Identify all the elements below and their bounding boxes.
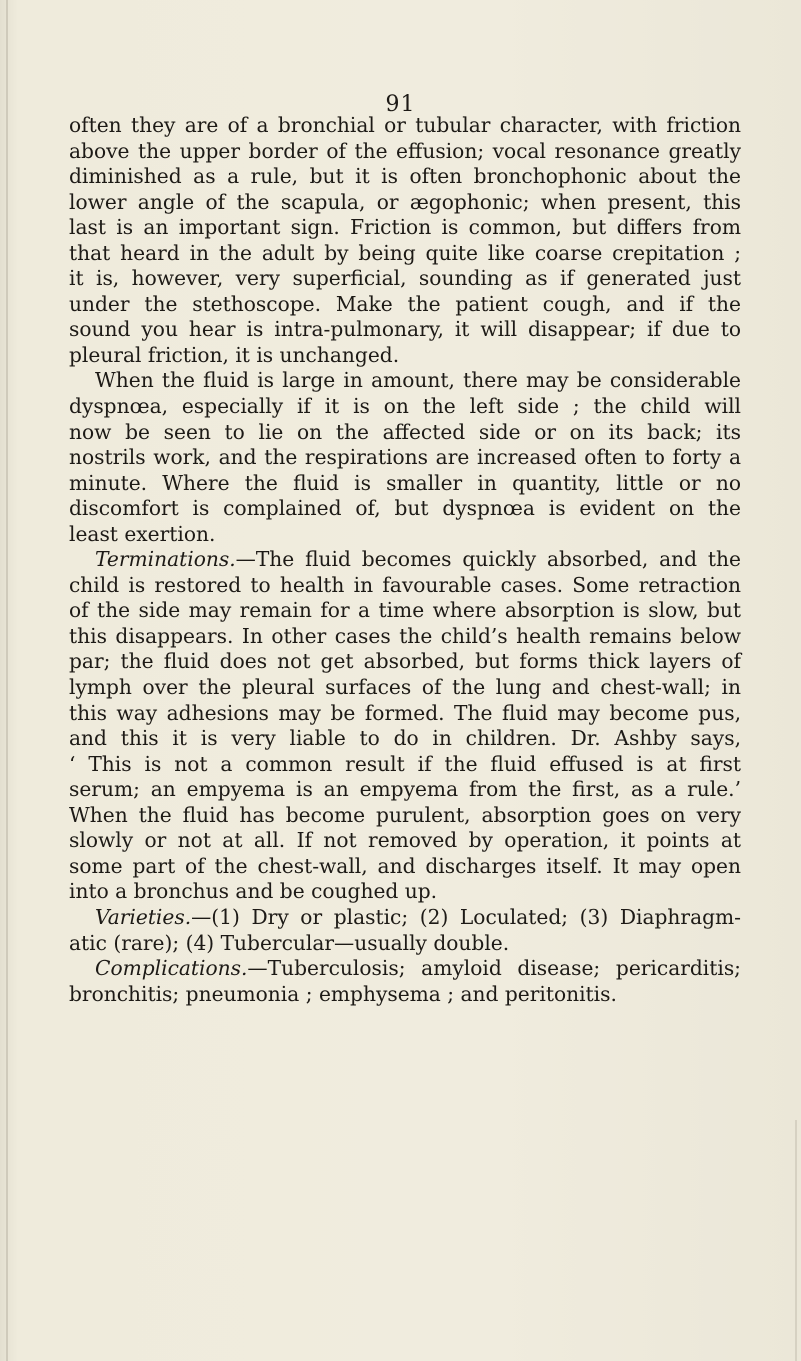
text-line	[69, 931, 741, 957]
text-line	[69, 522, 741, 548]
text-line	[69, 803, 741, 829]
line-text: —The fluid becomes quickly absorbed, and the	[235, 547, 741, 572]
section-heading: Complications.	[95, 956, 248, 981]
text-line	[69, 266, 741, 292]
text-line	[69, 343, 741, 369]
text-line	[69, 598, 741, 624]
text-line	[69, 624, 741, 650]
text-line	[69, 726, 741, 752]
line-text: above the upper border of the effusion; vocal resonance greatly	[69, 138, 741, 163]
line-text: sound you hear is intra-pulmonary, it will disappear; if due to	[69, 317, 741, 342]
line-text: slowly or not at all. If not removed by operation, it points at	[69, 828, 741, 853]
line-text: lower angle of the scapula, or ægophonic; when present, this	[69, 189, 741, 214]
line-text: bronchitis; pneumonia ; emphysema ; and peritonitis.	[69, 981, 617, 1006]
line-text: some part of the chest-wall, and discharges itself. It may open	[69, 853, 741, 878]
text-line	[69, 828, 741, 854]
text-line	[69, 496, 741, 522]
text-line	[69, 420, 741, 446]
line-text: and this it is very liable to do in children. Dr. Ashby says,	[69, 726, 741, 751]
line-text: this way adhesions may be formed. The fluid may become pus,	[69, 700, 741, 725]
text-line	[69, 854, 741, 880]
line-text: —(1) Dry or plastic; (2) Loculated; (3) Diaphragm-	[191, 904, 741, 929]
line-text: often they are of a bronchial or tubular character, with friction	[69, 113, 741, 137]
line-text: now be seen to lie on the affected side or on its back; its	[69, 419, 741, 444]
text-line	[69, 471, 741, 497]
line-text: ‘ This is not a common result if the fluid effused is at first	[69, 751, 741, 776]
text-line	[69, 368, 741, 394]
section-heading: Terminations.	[95, 547, 236, 572]
text-line	[69, 317, 741, 343]
line-text: that heard in the adult by being quite like coarse crepitation ;	[69, 240, 741, 265]
text-line	[69, 879, 741, 905]
line-text: it is, however, very superficial, sounding as if generated just	[69, 266, 741, 291]
line-text: last is an important sign. Friction is common, but differs from	[69, 215, 741, 240]
line-text: least exertion.	[69, 521, 216, 546]
line-text: atic (rare); (4) Tubercular—usually double.	[69, 930, 510, 955]
line-text: under the stethoscope. Make the patient cough, and if the	[69, 291, 741, 316]
line-text: dyspnœa, especially if it is on the left side ; the child will	[69, 394, 741, 419]
text-line	[69, 241, 741, 267]
line-text: discomfort is complained of, but dyspnœa is evident on the	[69, 496, 741, 521]
text-line	[69, 573, 741, 599]
line-text: child is restored to health in favourable cases. Some retraction	[69, 572, 741, 597]
line-text: minute. Where the fluid is smaller in quantity, little or no	[69, 470, 741, 495]
line-text: into a bronchus and be coughed up.	[69, 879, 438, 904]
text-line	[69, 445, 741, 471]
page-edge-right	[795, 1120, 797, 1361]
text-line	[69, 675, 741, 701]
page-number: 91	[385, 92, 416, 117]
text-line	[69, 905, 741, 931]
text-line	[69, 139, 741, 165]
text-line	[69, 292, 741, 318]
line-text: this disappears. In other cases the child’s health remains below	[69, 623, 741, 648]
text-line	[69, 982, 741, 1008]
text-line	[69, 164, 741, 190]
line-text: serum; an empyema is an empyema from the first, as a rule.’	[69, 777, 741, 802]
page-edge-left	[6, 0, 8, 1361]
line-text: nostrils work, and the respirations are increased often to forty a	[69, 445, 741, 470]
line-text: —Tuberculosis; amyloid disease; pericarditis;	[247, 956, 741, 981]
line-text: When the fluid is large in amount, there may be considerable	[95, 368, 741, 393]
line-text: diminished as a rule, but it is often bronchophonic about the	[69, 164, 741, 189]
text-line	[69, 215, 741, 241]
text-line	[69, 777, 741, 803]
text-line	[69, 113, 741, 139]
text-line	[69, 394, 741, 420]
text-line	[69, 701, 741, 727]
line-text: lymph over the pleural surfaces of the lung and chest-wall; in	[69, 675, 741, 700]
text-line	[69, 547, 741, 573]
line-text: of the side may remain for a time where absorption is slow, but	[69, 598, 741, 623]
text-line	[69, 649, 741, 675]
text-line	[69, 752, 741, 778]
section-heading: Varieties.	[95, 904, 192, 929]
body-text	[69, 113, 741, 1007]
text-line	[69, 956, 741, 982]
line-text: par; the fluid does not get absorbed, but forms thick layers of	[69, 649, 741, 674]
line-text: pleural friction, it is unchanged.	[69, 342, 400, 367]
text-line	[69, 190, 741, 216]
line-text: When the fluid has become purulent, absorption goes on very	[69, 802, 741, 827]
